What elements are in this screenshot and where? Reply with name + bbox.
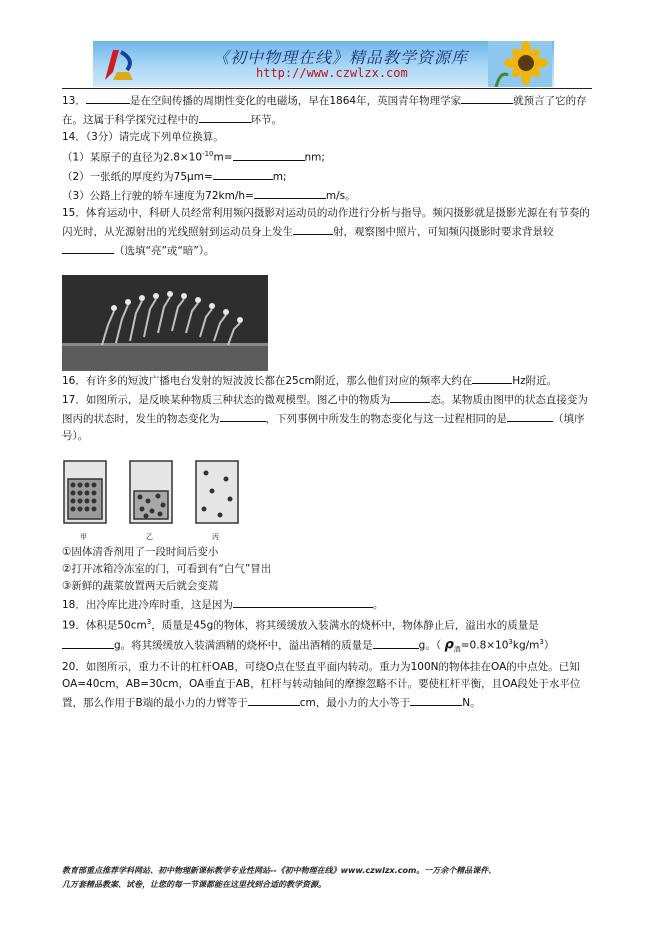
- question-20: 20．如图所示，重力不计的杠杆OAB，可绕O点在竖直平面内转动。重力为100N的物体挂在OA的中点处。已知OA=40cm，AB=30cm，OA垂直于AB，杠杆与转动轴间的摩擦忽略不计。要使杠杆平衡，且OA段处于水平位置，那么作用于B端的最小力的力臂等于 cm，最小力的大小等于 N。: [62, 660, 581, 709]
- jar-liquid: [130, 461, 172, 523]
- label-bing: 丙: [212, 532, 219, 541]
- answer-blank[interactable]: [62, 241, 114, 254]
- answer-blank[interactable]: [86, 91, 130, 104]
- label-yi: 乙: [146, 532, 153, 541]
- answer-blank[interactable]: [62, 636, 114, 649]
- question-14-part-2: （2）一张纸的厚度约为75μm= m;: [62, 167, 590, 186]
- question-15: 15．体育运动中，科研人员经常利用频闪摄影对运动员的动作进行分析与指导。频闪摄影就是摄影光源在有节奏的闪光时，从光源射出的光线照射到运动员身上发生 射，观察图中照片，可知频闪摄影时要求背景较（选填“亮”或“暗”）。: [62, 206, 590, 257]
- question-18: 18．出冷库比进冷库时重，这是因为 。: [62, 595, 590, 614]
- figure-labels: [62, 529, 590, 541]
- answer-blank[interactable]: [254, 186, 326, 199]
- question-16: 16．有许多的短波广播电台发射的短波波长都在25cm附近，那么他们对应的频率大约在 Hz附近。: [62, 371, 590, 390]
- footer-line-1: 教育部重点推荐学科网站、初中物理新课标教学专业性网站--《初中物理在线》www.czwlzx.com。一万余个精品课件、: [62, 866, 497, 875]
- option-2: ②打开冰箱冷冻室的门，可看到有“白气”冒出: [62, 562, 272, 575]
- answer-blank[interactable]: [213, 167, 273, 180]
- answer-blank[interactable]: [233, 595, 373, 608]
- option-1: ①固体清香剂用了一段时间后变小: [62, 545, 219, 558]
- site-logo-icon: [99, 44, 139, 84]
- question-sheet: [62, 91, 590, 712]
- answer-blank[interactable]: [507, 409, 553, 422]
- states-of-matter-figure: [62, 459, 242, 525]
- strobe-photo: [62, 275, 268, 371]
- answer-blank[interactable]: [461, 91, 513, 104]
- answer-blank[interactable]: [199, 110, 251, 123]
- answer-blank[interactable]: [220, 409, 266, 422]
- footer-line-2: 几万套精品教案、试卷，让您的每一节课都能在这里找到合适的教学资源。: [62, 880, 326, 889]
- question-19: 19．体积是$50cm^3$，质量是45g的物体，将其缓缓放入装满水的烧杯中，物体静止后，溢出水的质量是: [62, 617, 539, 631]
- answer-blank[interactable]: [293, 222, 333, 235]
- banner-title: 《初中物理在线》精品教学资源库: [213, 48, 469, 67]
- header-banner: [93, 41, 554, 87]
- page-footer: [62, 864, 596, 892]
- answer-blank[interactable]: [233, 148, 305, 161]
- question-19-continued: g。将其缓缓放入装满酒精的烧杯中，溢出酒精的质量是 g。（ $\rho_酒=0.8\times 10^3kg/m^3$）: [62, 634, 590, 659]
- question-14-stem: 14．（3分）请完成下列单位换算。: [62, 131, 224, 143]
- option-3: ③新鲜的蔬菜放置两天后就会变蔫: [62, 579, 219, 592]
- rho-symbol: ρ: [444, 637, 454, 653]
- header-rule: [62, 88, 592, 89]
- answer-blank[interactable]: [248, 693, 300, 706]
- sunflower-icon: [488, 41, 552, 87]
- answer-blank[interactable]: [373, 636, 419, 649]
- question-14-part-1: （1）某原子的直径为$2.8\times 10^{-10}m=$ nm;: [62, 146, 590, 167]
- answer-blank[interactable]: [410, 693, 462, 706]
- question-13: 13． 是在空间传播的周期性变化的电磁场，早在1864年，英国青年物理学家 就预言了它的存在。这属于科学探究过程中的 环节。: [62, 91, 590, 129]
- label-jia: 甲: [80, 532, 87, 541]
- banner-url[interactable]: http://www.czwlzx.com: [256, 66, 408, 80]
- question-17: 17．如图所示，是反映某种物质三种状态的微观模型。图乙中的物质为 态。某物质由图甲的状态直接变为图丙的状态时，发生的物态变化为 ，下列事例中所发生的物态变化与这一过程相同的是 （填序号）。: [62, 390, 590, 445]
- jar-gas: [196, 461, 238, 523]
- question-14-part-3: （3）公路上行驶的轿车速度为72km/h= m/s。: [62, 186, 590, 205]
- answer-blank[interactable]: [390, 390, 430, 403]
- answer-blank[interactable]: [472, 371, 512, 384]
